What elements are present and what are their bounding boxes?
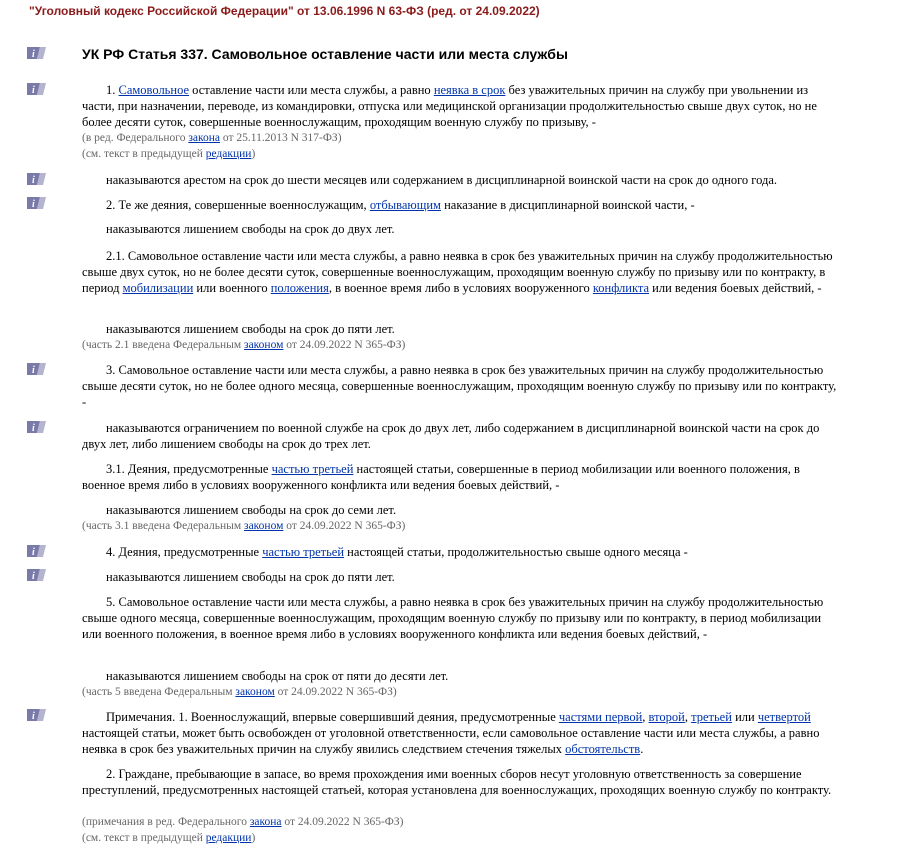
paragraph-12: наказываются лишением свободы на срок до пяти лет. — [106, 570, 395, 584]
paragraph-3: 2. Те же деяния, совершенные военнослужащим, отбывающим наказание в дисциплинарной воинской части, - — [106, 198, 695, 212]
link-chetvertoy[interactable]: четвертой — [757, 710, 811, 724]
notes-paragraph-1: Примечания. 1. Военнослужащий, впервые совершивший деяния, предусмотренные частями первой, второй, третьей или четвертой настоящей статьи, может быть освобожден от уголовной ответственности, если самовольное оставление части или места службы, а равно неявка в срок без уважительных причин на службу явились следствием стечения тяжелых обстоятельств. — [82, 710, 820, 756]
svg-text:i: i — [32, 547, 35, 558]
edition-note: (в ред. Федерального закона от 25.11.2013 N 317-ФЗ) — [82, 132, 342, 144]
law-link[interactable]: закона — [188, 132, 221, 144]
paragraph-11: 4. Деяния, предусмотренные частью третьей настоящей статьи, продолжительностью свыше одного месяца - — [106, 545, 688, 559]
link-polozheniya[interactable]: положения — [270, 281, 329, 295]
edition-note: (часть 2.1 введена Федеральным законом от 24.09.2022 N 365-ФЗ) — [82, 339, 406, 351]
edition-note: (примечания в ред. Федерального закона от 24.09.2022 N 365-ФЗ) — [82, 816, 404, 828]
previous-edition-note: (см. текст в предыдущей редакции) — [82, 148, 256, 160]
previous-edition-note: (см. текст в предыдущей редакции) — [82, 832, 256, 844]
info-icon[interactable] — [27, 420, 47, 434]
link-mobilizacii[interactable]: мобилизации — [122, 281, 194, 295]
paragraph-9: 3.1. Деяния, предусмотренные частью третьей настоящей статьи, совершенные в период мобилизации или военного положения, в военное время либо в условиях вооруженного конфликта или ведения боевых действий, - — [82, 462, 800, 492]
svg-text:i: i — [32, 199, 35, 210]
paragraph-13: 5. Самовольное оставление части или места службы, а равно неявка в срок без уважительных причин на службу продолжительностью свыше одного месяца, совершенные военнослужащим, проходящим военную службу по призыву или по контракту, в период мобилизации или военного положения, в военное время либо в условиях вооруженного конфликта или ведения боевых действий, - — [82, 595, 824, 641]
paragraph-5: 2.1. Самовольное оставление части или места службы, а равно неявка в срок без уважительных причин на службу продолжительностью свыше двух суток, но не более десяти суток, совершенные военнослужащим, проходящим военную службу по призыву или по контракту, в период мобилизации или военного положения, в военное время либо в условиях вооруженного конфликта или ведения боевых действий, - — [82, 249, 833, 295]
info-icon[interactable] — [27, 544, 47, 558]
link-otbyvayushim[interactable]: отбывающим — [369, 198, 441, 212]
info-icon[interactable] — [27, 362, 47, 376]
svg-text:i: i — [32, 175, 35, 186]
link-neyavka[interactable]: неявка в срок — [433, 83, 506, 97]
svg-text:i: i — [32, 571, 35, 582]
notes-paragraph-2: 2. Граждане, пребывающие в запасе, во время прохождения ими военных сборов несут уголовную ответственность за совершение преступлений, предусмотренных настоящей статьей, которая установлена для военнослужащих, проходящих военную службу по контракту. — [82, 767, 832, 797]
previous-edition-link[interactable]: редакции — [205, 148, 252, 160]
link-konflikta[interactable]: конфликта — [592, 281, 650, 295]
law-link[interactable]: законом — [235, 686, 275, 698]
paragraph-4: наказываются лишением свободы на срок до двух лет. — [106, 222, 395, 236]
paragraph-6: наказываются лишением свободы на срок до пяти лет. — [106, 322, 395, 336]
info-icon[interactable] — [27, 708, 47, 722]
law-link[interactable]: законом — [244, 520, 284, 532]
link-vtoroy[interactable]: второй — [648, 710, 685, 724]
link-samovolnoe[interactable]: Самовольное — [118, 83, 190, 97]
paragraph-7: 3. Самовольное оставление части или места службы, а равно неявка в срок без уважительных причин на службу продолжительностью свыше десяти суток, но не более одного месяца, совершенные военнослужащим, проходящим военную службу по призыву или по контракту, - — [82, 363, 837, 409]
link-tretey[interactable]: третьей — [691, 710, 732, 724]
paragraph-14: наказываются лишением свободы на срок от пяти до десяти лет. — [106, 669, 449, 683]
law-link[interactable]: закона — [249, 816, 282, 828]
paragraph-1: 1. Самовольное оставление части или места службы, а равно неявка в срок без уважительных причин на службу при увольнении из части, при назначении, переводе, из командировки, отпуска или медицинской организации продолжительностью свыше двух суток, но не более десяти суток, совершенные военнослужащим, проходящим военную службу по призыву, - — [82, 83, 817, 129]
svg-text:i: i — [32, 423, 35, 434]
link-obstoyatelstv[interactable]: обстоятельств — [565, 742, 641, 756]
article-title: УК РФ Статья 337. Самовольное оставление части или места службы — [82, 46, 568, 62]
paragraph-8: наказываются ограничением по военной службе на срок до двух лет, либо содержанием в дисциплинарной воинской части на срок до двух лет, либо лишением свободы на срок до трех лет. — [82, 421, 820, 451]
document-header: "Уголовный кодекс Российской Федерации" от 13.06.1996 N 63-ФЗ (ред. от 24.09.2022) — [29, 4, 540, 18]
info-icon[interactable] — [27, 172, 47, 186]
paragraph-10: наказываются лишением свободы на срок до семи лет. — [106, 503, 397, 517]
svg-text:i: i — [32, 711, 35, 722]
svg-text:i: i — [32, 49, 35, 60]
link-chast-tretya[interactable]: частью третьей — [271, 462, 354, 476]
link-chastyami-pervoy[interactable]: частями первой — [558, 710, 643, 724]
previous-edition-link[interactable]: редакции — [205, 832, 252, 844]
law-link[interactable]: законом — [244, 339, 284, 351]
info-icon[interactable] — [27, 46, 47, 60]
svg-text:i: i — [32, 85, 35, 96]
info-icon[interactable] — [27, 568, 47, 582]
paragraph-2: наказываются арестом на срок до шести месяцев или содержанием в дисциплинарной воинской части на срок до одного года. — [106, 173, 778, 187]
info-icon[interactable] — [27, 82, 47, 96]
edition-note: (часть 5 введена Федеральным законом от 24.09.2022 N 365-ФЗ) — [82, 686, 397, 698]
svg-text:i: i — [32, 365, 35, 376]
info-icon[interactable] — [27, 196, 47, 210]
link-chast-tretya[interactable]: частью третьей — [262, 545, 345, 559]
edition-note: (часть 3.1 введена Федеральным законом от 24.09.2022 N 365-ФЗ) — [82, 520, 406, 532]
